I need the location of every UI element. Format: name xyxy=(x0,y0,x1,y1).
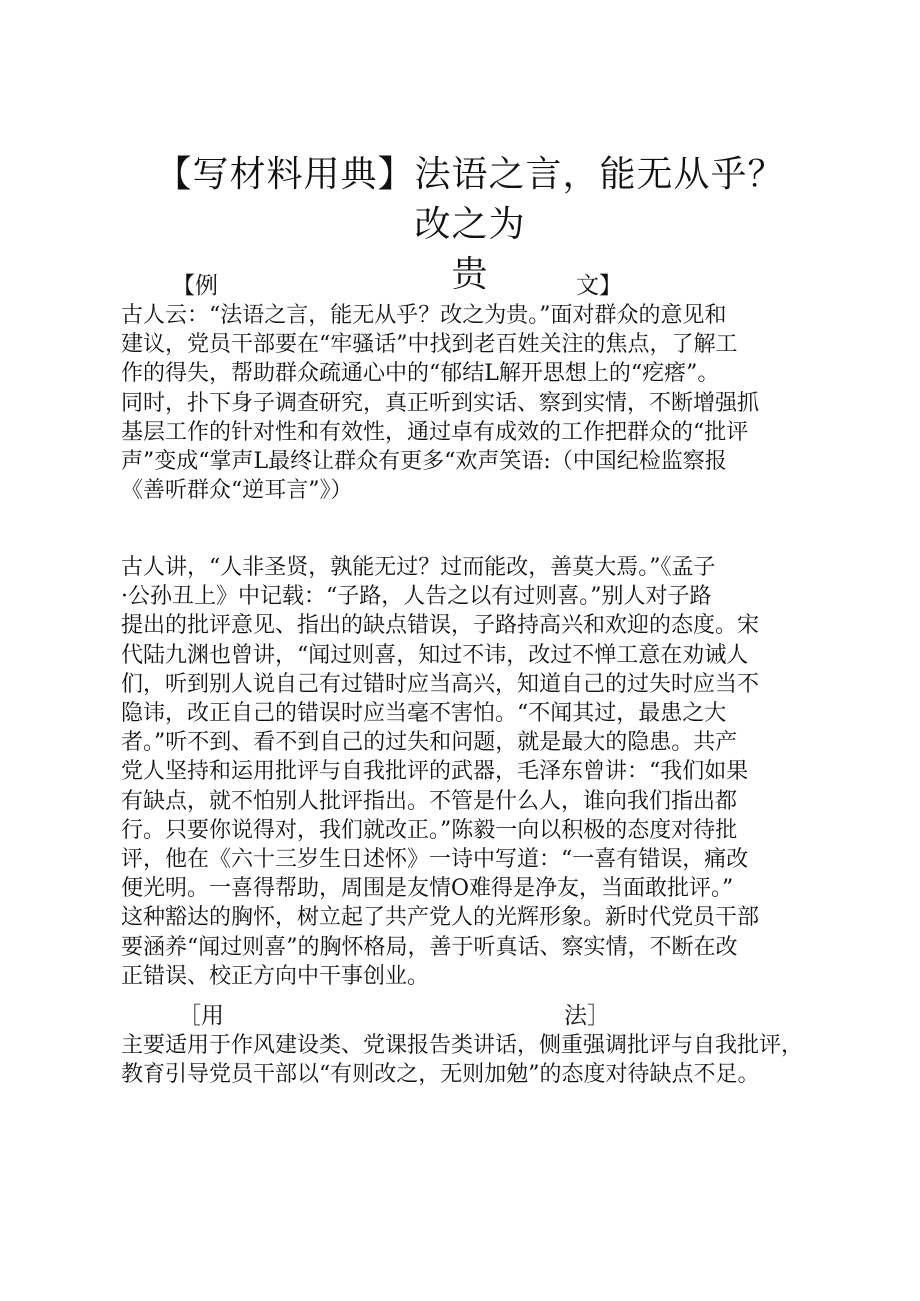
text-line: 党人坚持和运用批评与自我批评的武器，毛泽东曾讲：“我们如果 xyxy=(121,759,749,785)
text-line: 《善听群众“逆耳言”》） xyxy=(121,478,353,504)
usage-heading-right: 法］ xyxy=(564,1003,610,1029)
text-line: 基层工作的针对性和有效性，通过卓有成效的工作把群众的“批评 xyxy=(121,419,749,445)
text-line: 隐讳，改正自己的错误时应当毫不害怕。“不闻其过，最患之大 xyxy=(121,701,727,727)
text-line: 主要适用于作风建设类、党课报告类讲话，侧重强调批评与自我批评， xyxy=(121,1033,804,1058)
text-line: 评，他在《六十三岁生日述怀》一诗中写道：“一喜有错误，痛改 xyxy=(121,847,749,873)
text-line: ·公孙丑上》中记载：“子路，人告之以有过则喜。”别人对子路 xyxy=(121,584,712,610)
text-line: 们，听到别人说自己有过错时应当高兴，知道自己的过失时应当不 xyxy=(121,671,760,697)
example-paragraph xyxy=(121,301,811,505)
usage-heading xyxy=(178,1002,610,1030)
text-line: 要涵养“闻过则喜”的胸怀格局，善于听真话、察实情，不断在改 xyxy=(121,934,738,960)
usage-paragraph xyxy=(121,1031,811,1089)
text-line: 便光明。一喜得帮助，周围是友情O难得是净友，当面敢批评。” xyxy=(121,876,734,902)
text-line: 作的得失，帮助群众疏通心中的“郁结L解开思想上的“疙瘩”。 xyxy=(121,361,720,387)
text-line: 同时，扑下身子调查研究，真正听到实话、察到实情，不断增强抓 xyxy=(121,390,760,416)
body-paragraph xyxy=(121,553,811,991)
text-line: 教育引导党员干部以“有则改之，无则加勉”的态度对待缺点不足。 xyxy=(121,1062,760,1088)
text-line: 正错误、校正方向中干事创业。 xyxy=(121,963,430,989)
title-line-1: 【写材料用典】法语之言，能无从乎？改之为 xyxy=(155,154,785,245)
example-heading-left: 【例 xyxy=(172,273,218,299)
text-line: 建议，党员干部要在“牢骚话”中找到老百姓关注的焦点，了解工 xyxy=(121,332,738,358)
title-line-2: 贵 xyxy=(451,254,489,295)
example-heading xyxy=(172,272,622,300)
example-heading-right: 文】 xyxy=(576,273,622,299)
text-line: 这种豁达的胸怀，树立起了共产党人的光辉形象。新时代党员干部 xyxy=(121,905,760,931)
text-line: 提出的批评意见、指出的缺点错误，子路持高兴和欢迎的态度。宋 xyxy=(121,613,760,639)
text-line: 古人讲，“人非圣贤，孰能无过？过而能改，善莫大焉。”《孟子 xyxy=(121,555,716,580)
usage-heading-left: ［用 xyxy=(178,1003,224,1029)
text-line: 有缺点，就不怕别人批评指出。不管是什么人，谁向我们指出都 xyxy=(121,788,738,814)
text-line: 者。”听不到、看不到自己的过失和问题，就是最大的隐患。共产 xyxy=(121,730,738,756)
text-line: 古人云：“法语之言，能无从乎？改之为贵。”面对群众的意见和 xyxy=(121,303,727,328)
text-line: 声”变成“掌声L最终让群众有更多“欢声笑语:（中国纪检监察报 xyxy=(121,449,727,475)
text-line: 代陆九渊也曾讲，“闻过则喜，知过不讳，改过不惮工意在劝诫人 xyxy=(121,642,749,668)
text-line: 行。只要你说得对，我们就改正。”陈毅一向以积极的态度对待批 xyxy=(121,817,738,843)
